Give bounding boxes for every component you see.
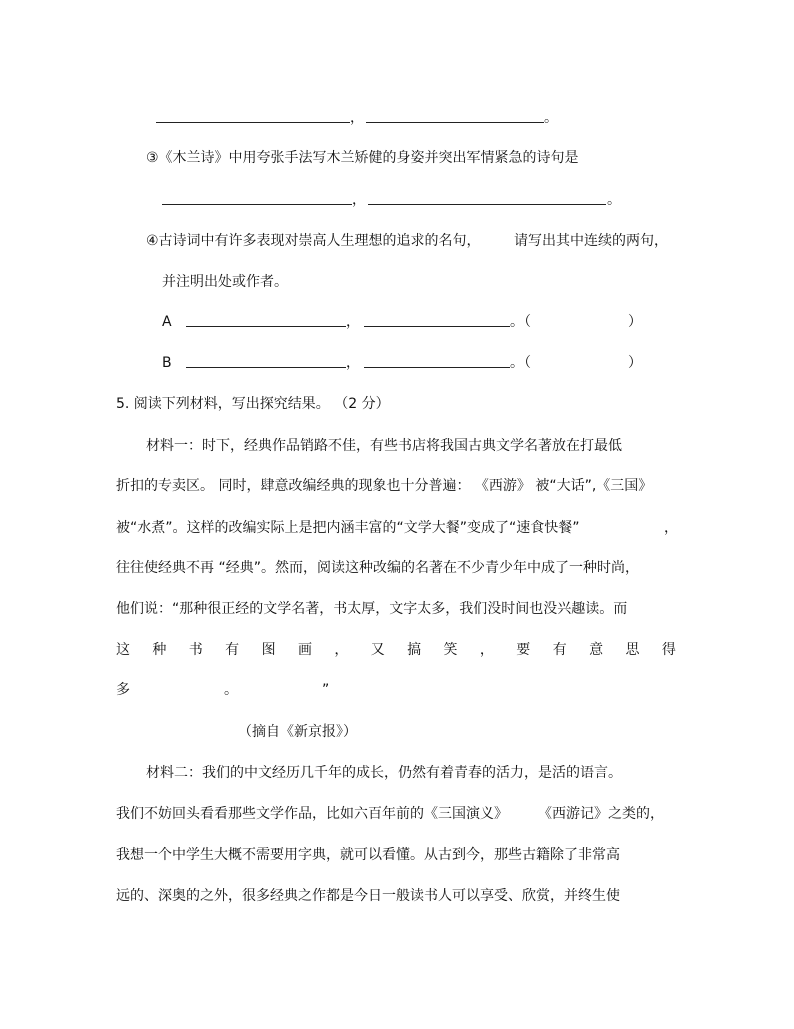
- material-1-line-1: 材料一：时下，经典作品销路不佳，有些书店将我国古典文学名著放在打最低: [146, 438, 622, 454]
- material-2-line-3: 我想一个中学生大概不需要用字典，就可以看懂。从古到今，那些古籍除了非常高: [116, 847, 620, 863]
- material-1-line-6: [116, 640, 676, 660]
- char: 种: [152, 642, 167, 658]
- answer-blank-a1[interactable]: [186, 312, 346, 327]
- source-open: 。（: [510, 355, 531, 371]
- material-1-line-3-comma: ，: [664, 520, 678, 536]
- char: 有: [552, 642, 567, 658]
- question-4-line2: 并注明出处或作者。: [162, 274, 288, 290]
- char: 图: [261, 642, 276, 658]
- char: ，: [334, 642, 349, 658]
- material-1-line-7-c: ”: [322, 682, 330, 698]
- char: 这: [116, 642, 130, 658]
- answer-blank[interactable]: [162, 190, 352, 205]
- answer-blank-b1[interactable]: [186, 353, 346, 368]
- source-open: 。（: [510, 314, 531, 330]
- char: 书: [188, 642, 203, 658]
- answer-blank[interactable]: [368, 190, 606, 205]
- comma: ，: [352, 192, 366, 208]
- answer-blank[interactable]: [156, 108, 350, 123]
- material-1-line-2: 折扣的专卖区。 同时，肆意改编经典的现象也十分普遍： 《西游》 被“大话”,《三国》: [116, 478, 653, 494]
- question-4-text: ④古诗词中有许多表现对崇高人生理想的追求的名句，: [146, 233, 481, 249]
- material-2-line-1: 材料二：我们的中文经历几千年的成长，仍然有着青春的活力，是活的语言。: [146, 765, 622, 781]
- char: 笑: [443, 642, 458, 658]
- material-1-line-3: 被“水煮”。这样的改编实际上是把内涵丰富的“文学大餐”变成了“速食快餐”: [116, 520, 580, 536]
- material-1-source: （摘自《新京报》）: [238, 724, 357, 740]
- row-b-label: B: [162, 355, 172, 371]
- material-1-line-7-a: 多: [116, 682, 130, 698]
- material-2-line-2: 我们不妨回头看看那些文学作品，比如六百年前的《三国演义》: [116, 806, 508, 822]
- material-2-line-2-cont: 《西游记》之类的，: [538, 806, 664, 822]
- comma: ，: [346, 314, 360, 330]
- char: 得: [661, 642, 676, 658]
- answer-blank-a2[interactable]: [364, 312, 510, 327]
- material-1-line-7-b: 。: [224, 682, 238, 698]
- source-close: ）: [628, 314, 642, 330]
- period: 。: [544, 110, 558, 126]
- char: 思: [625, 642, 640, 658]
- period: 。: [607, 192, 621, 208]
- char: 又: [370, 642, 385, 658]
- comma: ，: [350, 110, 364, 126]
- question-3-text: ③《木兰诗》中用夸张手法写木兰矫健的身姿并突出军情紧急的诗句是: [146, 150, 579, 166]
- question-5-title: 5. 阅读下列材料，写出探究结果。 （2 分）: [116, 396, 390, 412]
- material-1-line-4: 往往使经典不再 “经典”。然而，阅读这种改编的名著在不少青少年中成了一种时尚，: [116, 560, 639, 576]
- question-4-text-cont: 请写出其中连续的两句，: [514, 233, 668, 249]
- char: 要: [516, 642, 531, 658]
- material-2-line-4: 远的、深奥的之外，很多经典之作都是今日一般读书人可以享受、欣赏，并终生使: [116, 888, 620, 904]
- material-1-line-5: 他们说：“那种很正经的文学名著，书太厚，文字太多，我们没时间也没兴趣读。而: [116, 601, 628, 617]
- answer-blank-b2[interactable]: [364, 353, 510, 368]
- source-close: ）: [628, 355, 642, 371]
- comma: ，: [346, 355, 360, 371]
- char: ，: [479, 642, 494, 658]
- char: 搞: [407, 642, 422, 658]
- char: 画: [297, 642, 312, 658]
- row-a-label: A: [162, 314, 172, 330]
- char: 有: [225, 642, 240, 658]
- answer-blank[interactable]: [366, 108, 544, 123]
- char: 意: [589, 642, 604, 658]
